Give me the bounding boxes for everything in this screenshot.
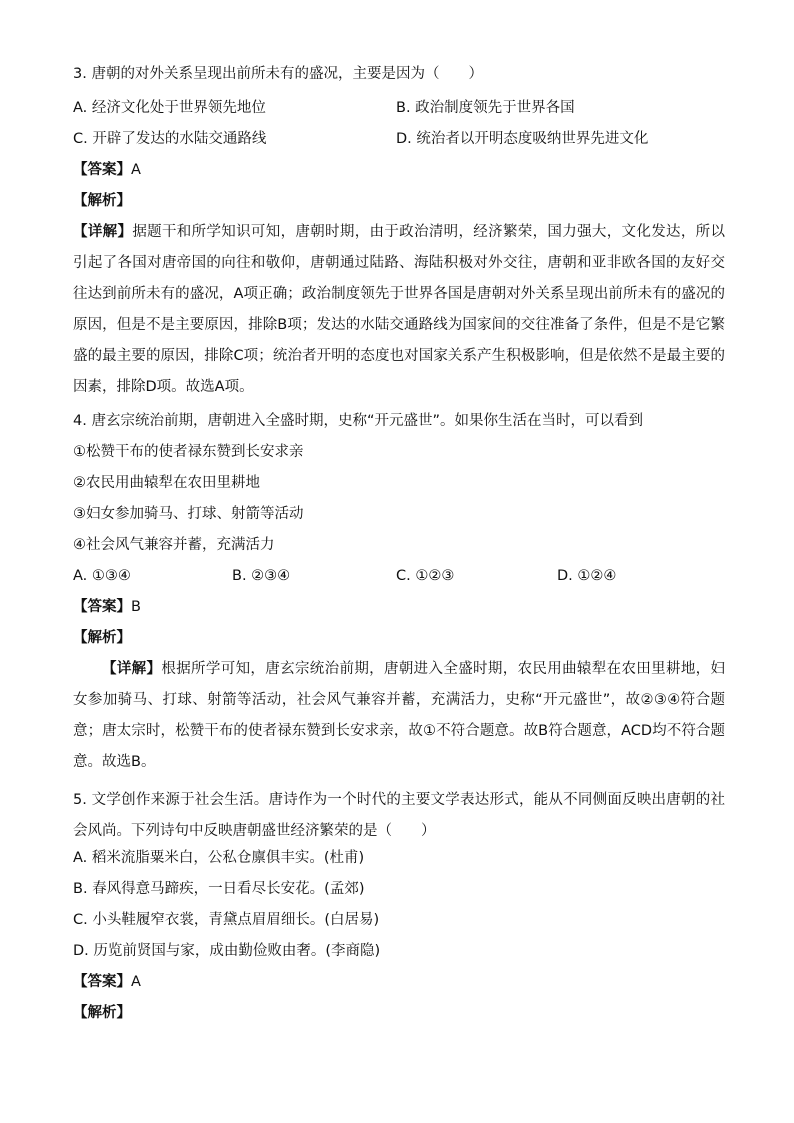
answer-value: B xyxy=(131,599,141,615)
q4-detail xyxy=(73,654,725,778)
q4-option-b: B. ②③④ xyxy=(232,568,291,584)
q5-option-b: B. 春风得意马蹄疾，一日看尽长安花。(孟郊) xyxy=(73,881,365,897)
q4-item-2: ②农民用曲辕犁在农田里耕地 xyxy=(73,475,260,491)
q4-option-d: D. ①②④ xyxy=(557,568,617,584)
q5-option-c: C. 小头鞋履窄衣裳，青黛点眉眉细长。(白居易) xyxy=(73,912,380,928)
q4-item-1: ①松赞干布的使者禄东赞到长安求亲 xyxy=(73,444,304,460)
detail-tag: 【详解】 xyxy=(73,224,133,240)
answer-tag: 【答案】 xyxy=(73,162,131,178)
q5-stem: 5. 文学创作来源于社会生活。唐诗作为一个时代的主要文学表达形式，能从不同侧面反映出唐朝的社会风尚。下列诗句中反映唐朝盛世经济繁荣的是（ ） xyxy=(73,792,725,839)
q3-option-b: B. 政治制度领先于世界各国 xyxy=(396,100,575,116)
q3-detail xyxy=(73,217,725,403)
answer-value: A xyxy=(131,974,141,990)
detail-text: 据题干和所学知识可知，唐朝时期，由于政治清明，经济繁荣，国力强大，文化发达，所以引起了各国对唐帝国的向往和敬仰，唐朝通过陆路、海陆积极对外交往，唐朝和亚非欧各国的友好交往达到前所未有的盛况，A项正确；政治制度领先于世界各国是唐朝对外关系呈现出前所未有的盛况的原因，但是不是主要原因，排除B项；发达的水陆交通路线为国家间的交往准备了条件，但是不是它繁盛的最主要的原因，排除C项；统治者开明的态度也对国家关系产生积极影响，但是依然不是最主要的因素，排除D项。故选A项。 xyxy=(73,224,726,395)
q4-analysis-tag: 【解析】 xyxy=(73,630,131,646)
q3-answer xyxy=(73,160,141,180)
q4-item-3: ③妇女参加骑马、打球、射箭等活动 xyxy=(73,506,304,522)
q3-option-a: A. 经济文化处于世界领先地位 xyxy=(73,100,266,116)
q3-analysis-tag: 【解析】 xyxy=(73,193,131,209)
q4-item-4: ④社会风气兼容并蓄，充满活力 xyxy=(73,537,275,553)
q5-option-d: D. 历览前贤国与家，成由勤俭败由奢。(李商隐) xyxy=(73,943,381,959)
q5-option-a: A. 稻米流脂粟米白，公私仓廪俱丰实。(杜甫) xyxy=(73,850,365,866)
q4-option-a: A. ①③④ xyxy=(73,568,131,584)
answer-tag: 【答案】 xyxy=(73,599,131,615)
q5-answer xyxy=(73,972,141,992)
q4-stem: 4. 唐玄宗统治前期，唐朝进入全盛时期，史称“开元盛世”。如果你生活在当时，可以看到 xyxy=(73,413,643,429)
q5-analysis-tag: 【解析】 xyxy=(73,1005,131,1021)
q3-option-d: D. 统治者以开明态度吸纳世界先进文化 xyxy=(396,131,649,147)
answer-tag: 【答案】 xyxy=(73,974,131,990)
detail-tag: 【详解】 xyxy=(102,661,162,677)
q4-answer xyxy=(73,597,141,617)
q4-option-c: C. ①②③ xyxy=(396,568,455,584)
answer-value: A xyxy=(131,162,141,178)
q3-stem: 3. 唐朝的对外关系呈现出前所未有的盛况，主要是因为（ ） xyxy=(73,66,483,82)
detail-text: 根据所学可知，唐玄宗统治前期，唐朝进入全盛时期，农民用曲辕犁在农田里耕地，妇女参加骑马、打球、射箭等活动，社会风气兼容并蓄，充满活力，史称“开元盛世”，故②③④符合题意；唐太宗时，松赞干布的使者禄东赞到长安求亲，故①不符合题意。故B符合题意，ACD均不符合题意。故选B。 xyxy=(73,661,726,770)
q3-option-c: C. 开辟了发达的水陆交通路线 xyxy=(73,131,267,147)
